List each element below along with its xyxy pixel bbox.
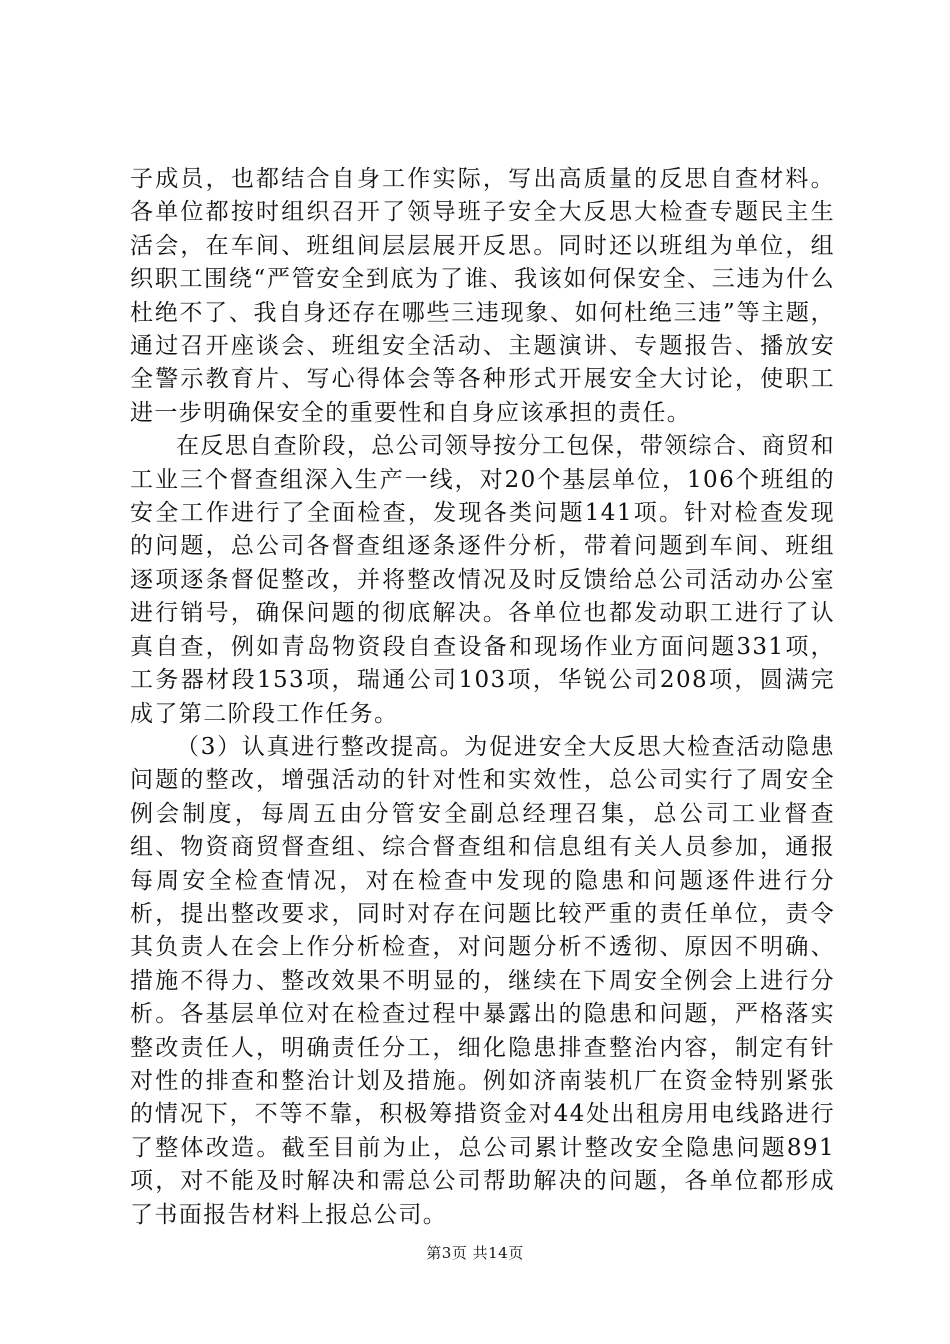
document-body: [130, 163, 835, 1232]
paragraph-continuation: 子成员，也都结合自身工作实际，写出高质量的反思自查材料。各单位都按时组织召开了领导班子安全大反思大检查专题民主生活会，在车间、班组间层层展开反思。同时还以班组为单位，组织职工围绕“严管安全到底为了谁、我该如何保安全、三违为什么杜绝不了、我自身还存在哪些三违现象、如何杜绝三违”等主题，通过召开座谈会、班组安全活动、主题演讲、专题报告、播放安全警示教育片、写心得体会等各种形式开展安全大讨论，使职工进一步明确保安全的重要性和自身应该承担的责任。: [130, 166, 835, 426]
page-footer: 第3页 共14页: [426, 1244, 524, 1262]
paragraph-self-inspection: 在反思自查阶段，总公司领导按分工包保，带领综合、商贸和工业三个督查组深入生产一线，对20个基层单位，106个班组的安全工作进行了全面检查，发现各类问题141项。针对检查发现的问题，总公司各督查组逐条逐件分析，带着问题到车间、班组逐项逐条督促整改，并将整改情况及时反馈给总公司活动办公室进行销号，确保问题的彻底解决。各单位也都发动职工进行了认真自查，例如青岛物资段自查设备和现场作业方面问题331项，工务器材段153项，瑞通公司103项，华锐公司208项，圆满完成了第二阶段工作任务。: [130, 433, 835, 727]
paragraph-rectification: （3）认真进行整改提高。为促进安全大反思大检查活动隐患问题的整改，增强活动的针对性和实效性，总公司实行了周安全例会制度，每周五由分管安全副总经理召集，总公司工业督查组、物资商贸督查组、综合督查组和信息组有关人员参加，通报每周安全检查情况，对在检查中发现的隐患和问题逐件进行分析，提出整改要求，同时对存在问题比较严重的责任单位，责令其负责人在会上作分析检查，对问题分析不透彻、原因不明确、措施不得力、整改效果不明显的，继续在下周安全例会上进行分析。各基层单位对在检查过程中暴露出的隐患和问题，严格落实整改责任人，明确责任分工，细化隐患排查整治内容，制定有针对性的排查和整治计划及措施。例如济南装机厂在资金特别紧张的情况下，不等不靠，积极筹措资金对44处出租房用电线路进行了整体改造。截至目前为止，总公司累计整改安全隐患问题891项，对不能及时解决和需总公司帮助解决的问题，各单位都形成了书面报告材料上报总公司。: [130, 733, 835, 1228]
